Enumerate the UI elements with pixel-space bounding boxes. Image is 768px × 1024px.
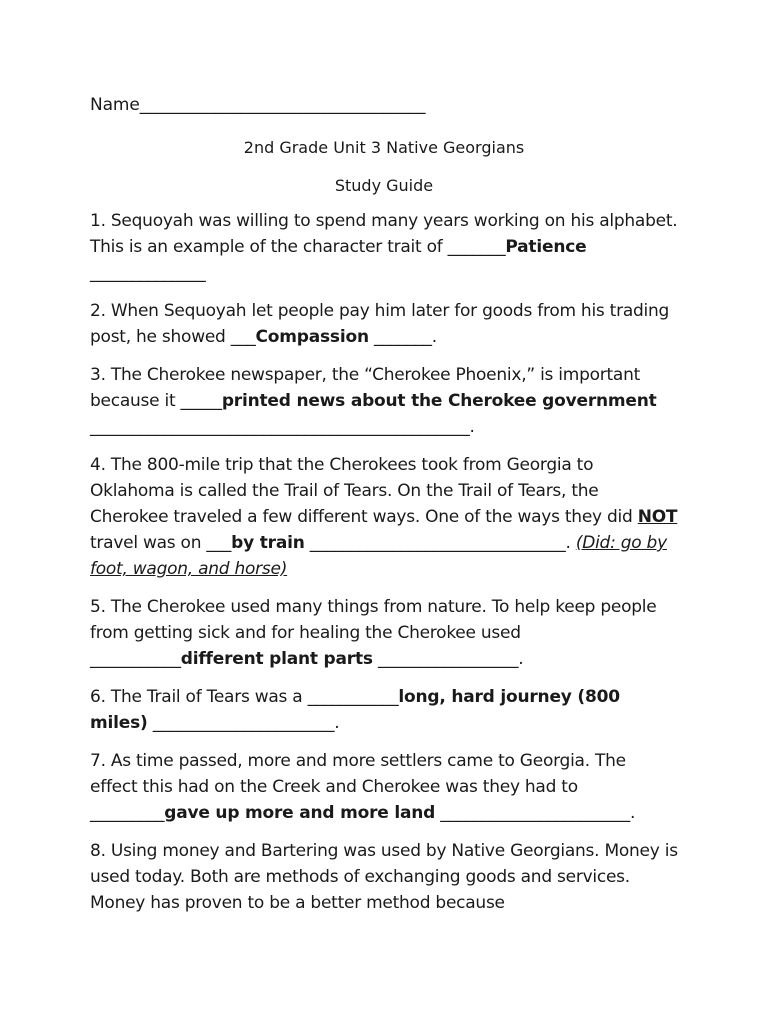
blank-line: ______________ bbox=[90, 263, 206, 283]
blank-line: _________________. bbox=[372, 649, 524, 669]
question-text-continued: travel was on ___ bbox=[90, 533, 232, 553]
hint-text: (Did: go by foot, wagon, and horse) bbox=[90, 533, 667, 579]
question-text: 8. Using money and Bartering was used by Native Georgians. Money is used today. Both are methods of exchanging goods and services. Money has proven to be a better method because bbox=[90, 841, 678, 913]
question-7 bbox=[90, 748, 678, 826]
question-text: 5. The Cherokee used many things from nature. To help keep people from getting sick and for healing the Cherokee used ___________ bbox=[90, 597, 657, 669]
question-4 bbox=[90, 452, 678, 582]
question-text: 6. The Trail of Tears was a ___________ bbox=[90, 687, 399, 707]
answer-text: printed news about the Cherokee government bbox=[221, 391, 657, 411]
blank-line: _______________________. bbox=[435, 803, 636, 823]
blank-line: ______________________. bbox=[147, 713, 340, 733]
question-text: 3. The Cherokee newspaper, the “Cherokee Phoenix,” is important because it _____ bbox=[90, 365, 641, 411]
emphasis-not: NOT bbox=[637, 507, 678, 527]
answer-text: different plant parts bbox=[180, 649, 373, 669]
answer-text: long, hard journey (800 miles) bbox=[90, 687, 620, 733]
question-text: 4. The 800-mile trip that the Cherokees took from Georgia to Oklahoma is called the Trail of Tears. On the Trail of Tears, the Cherokee traveled a few different ways. One of the ways they did bbox=[90, 455, 638, 527]
blank-line: _______________________________. bbox=[304, 533, 576, 553]
question-5 bbox=[90, 594, 678, 672]
name-field-line: Name__________________________________ bbox=[90, 95, 426, 115]
answer-text: gave up more and more land bbox=[164, 803, 436, 823]
answer-text: Compassion bbox=[255, 327, 369, 347]
document-title: 2nd Grade Unit 3 Native Georgians bbox=[243, 138, 525, 157]
question-2 bbox=[90, 298, 678, 350]
question-text: 7. As time passed, more and more settlers came to Georgia. The effect this had on the Creek and Cherokee was they had to _________ bbox=[90, 751, 626, 823]
question-3 bbox=[90, 362, 678, 440]
answer-text: by train bbox=[231, 533, 305, 553]
question-text: 1. Sequoyah was willing to spend many years working on his alphabet. This is an example of the character trait of _______ bbox=[90, 211, 678, 257]
question-8 bbox=[90, 838, 678, 916]
question-text: 2. When Sequoyah let people pay him later for goods from his trading post, he showed ___ bbox=[90, 301, 670, 347]
question-6 bbox=[90, 684, 678, 736]
blank-line: _______. bbox=[368, 327, 437, 347]
document-subtitle: Study Guide bbox=[334, 176, 434, 195]
blank-line: ______________________________________________. bbox=[90, 417, 475, 437]
question-1 bbox=[90, 208, 678, 286]
answer-text: Patience bbox=[505, 237, 587, 257]
